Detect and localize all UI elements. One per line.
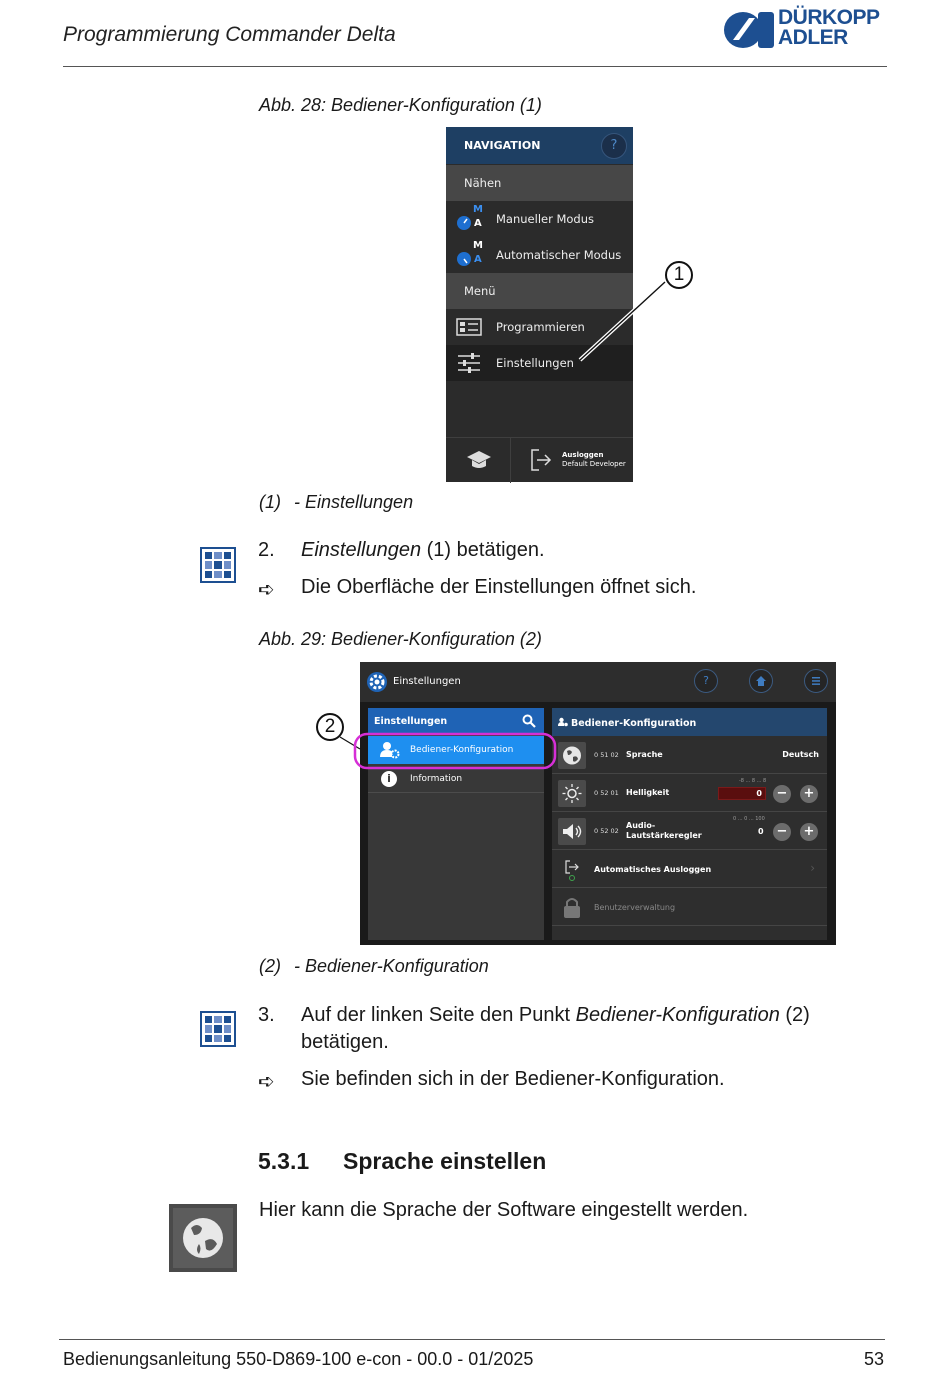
nav-footer <box>446 437 633 482</box>
audio-range: 0 ... 0 ... 100 <box>733 816 765 822</box>
home-button[interactable] <box>749 669 773 693</box>
nav-section-sewing: Nähen <box>446 165 633 201</box>
audio-code: 0 52 02 <box>594 827 619 835</box>
step-3-action-line2: betätigen. <box>301 1031 389 1053</box>
graduation-cap-icon[interactable] <box>466 449 492 471</box>
speaker-icon <box>558 818 586 845</box>
row-audio <box>552 813 827 850</box>
manual-mode-label: Manueller Modus <box>496 212 595 226</box>
header-rule <box>63 66 887 67</box>
brightness-plus-button[interactable]: + <box>800 785 818 803</box>
row-auto-logout[interactable] <box>552 851 827 888</box>
section-title: Sprache einstellen <box>343 1148 547 1174</box>
operator-config-label: Bediener-Konfiguration <box>410 745 514 755</box>
sliders-icon <box>456 352 484 374</box>
audio-value: 0 <box>758 827 764 836</box>
lock-icon <box>558 894 586 921</box>
row-language[interactable] <box>552 737 827 774</box>
brightness-value: 0 <box>756 789 762 798</box>
settings-right-panel <box>552 708 827 940</box>
audio-plus-button[interactable]: + <box>800 823 818 841</box>
brand-logo <box>722 8 892 52</box>
speaker-icon-tile <box>558 818 586 845</box>
auto-mode-icon: M A <box>456 244 484 266</box>
step-2-number: 2. <box>258 539 275 561</box>
figure-28-caption: Abb. 28: Bediener-Konfiguration (1) <box>259 95 542 115</box>
brightness-range: -8 ... 8 ... 8 <box>739 778 767 784</box>
nav-item-manual-mode[interactable] <box>446 201 633 237</box>
brightness-code: 0 52 01 <box>594 789 619 797</box>
menu-button[interactable] <box>804 669 828 693</box>
footer-rule <box>59 1339 885 1340</box>
section-body: Hier kann die Sprache der Software eingestellt werden. <box>259 1199 749 1221</box>
row-user-management[interactable] <box>552 889 827 926</box>
logo-line-1: DÜRKOPP <box>778 6 880 29</box>
audio-name: Audio- Lautstärkeregler <box>626 821 702 840</box>
chevron-right-icon: › <box>810 861 815 875</box>
figure-29-caption: Abb. 29: Bediener-Konfiguration (2) <box>259 629 542 649</box>
gear-icon <box>366 671 388 693</box>
figure-29-legend-number: (2) <box>259 956 281 976</box>
row-brightness <box>552 775 827 812</box>
brightness-input[interactable] <box>718 787 766 800</box>
highlight-and-leader <box>335 725 565 775</box>
logo-line-2: ADLER <box>778 26 848 49</box>
figure-29-legend-text: - Bediener-Konfiguration <box>294 956 489 976</box>
right-panel-head: Bediener-Konfiguration <box>552 708 827 736</box>
menu-icon <box>811 676 821 686</box>
settings-screenshot <box>360 662 836 945</box>
callout-1-leader <box>570 268 680 368</box>
auto-logout-icon <box>558 856 586 883</box>
audio-minus-button[interactable]: − <box>773 823 791 841</box>
help-button[interactable]: ? <box>601 133 627 159</box>
step-3-result-arrow: ➪ <box>258 1071 275 1093</box>
language-name: Sprache <box>626 750 663 759</box>
step-3-action-line1: Auf der linken Seite den Punkt Bediener-Konfiguration (2) <box>301 1004 810 1026</box>
step-2-action: Einstellungen (1) betätigen. <box>301 539 545 561</box>
auto-logout-name: Automatisches Ausloggen <box>594 865 712 874</box>
section-number: 5.3.1 <box>258 1148 310 1174</box>
home-icon <box>755 675 767 687</box>
figure-28-legend-text: - Einstellungen <box>294 492 414 512</box>
settings-top-bar <box>360 662 836 702</box>
logo-mark-icon <box>722 10 778 50</box>
programming-label: Programmieren <box>496 320 585 334</box>
figure-28-legend-number: (1) <box>259 492 281 512</box>
left-panel-head: Einstellungen <box>368 708 544 734</box>
brightness-icon-tile <box>558 780 586 807</box>
nav-section-menu: Menü <box>446 273 633 309</box>
page-header-title: Programmierung Commander Delta <box>63 23 396 46</box>
settings-label: Einstellungen <box>496 356 574 370</box>
logout-user: Default Developer <box>562 460 626 468</box>
auto-mode-label: Automatischer Modus <box>496 248 622 262</box>
language-code: 0 51 02 <box>594 751 619 759</box>
logout-label[interactable]: Ausloggen <box>562 451 604 459</box>
manual-mode-icon: M A <box>456 208 484 230</box>
auto-logout-icon-tile <box>558 856 586 883</box>
brightness-name: Helligkeit <box>626 788 670 797</box>
user-management-name: Benutzerverwaltung <box>594 903 676 912</box>
page-number: 53 <box>864 1349 885 1369</box>
footer-document: Bedienungsanleitung 550-D869-100 e-con - 00.0 - 01/2025 <box>63 1349 534 1369</box>
callout-1: 1 <box>665 261 693 289</box>
globe-icon <box>169 1204 237 1272</box>
lock-icon-tile <box>558 894 586 921</box>
operator-action-icon <box>200 547 236 583</box>
programming-icon <box>456 316 484 338</box>
sun-icon <box>558 780 586 807</box>
step-3-number: 3. <box>258 1004 275 1026</box>
information-label: Information <box>410 774 463 784</box>
help-button[interactable]: ? <box>694 669 718 693</box>
info-icon: i <box>381 771 397 787</box>
step-3-result: Sie befinden sich in der Bediener-Konfiguration. <box>301 1068 725 1090</box>
operator-action-icon <box>200 1011 236 1047</box>
brightness-minus-button[interactable]: − <box>773 785 791 803</box>
language-value: Deutsch <box>782 750 819 759</box>
step-2-result: Die Oberfläche der Einstellungen öffnet sich. <box>301 576 697 598</box>
logout-icon[interactable] <box>530 448 552 472</box>
settings-title: Einstellungen <box>393 676 461 687</box>
step-2-result-arrow: ➪ <box>258 579 275 601</box>
nav-title: NAVIGATION <box>446 127 633 164</box>
callout-2: 2 <box>316 713 344 741</box>
